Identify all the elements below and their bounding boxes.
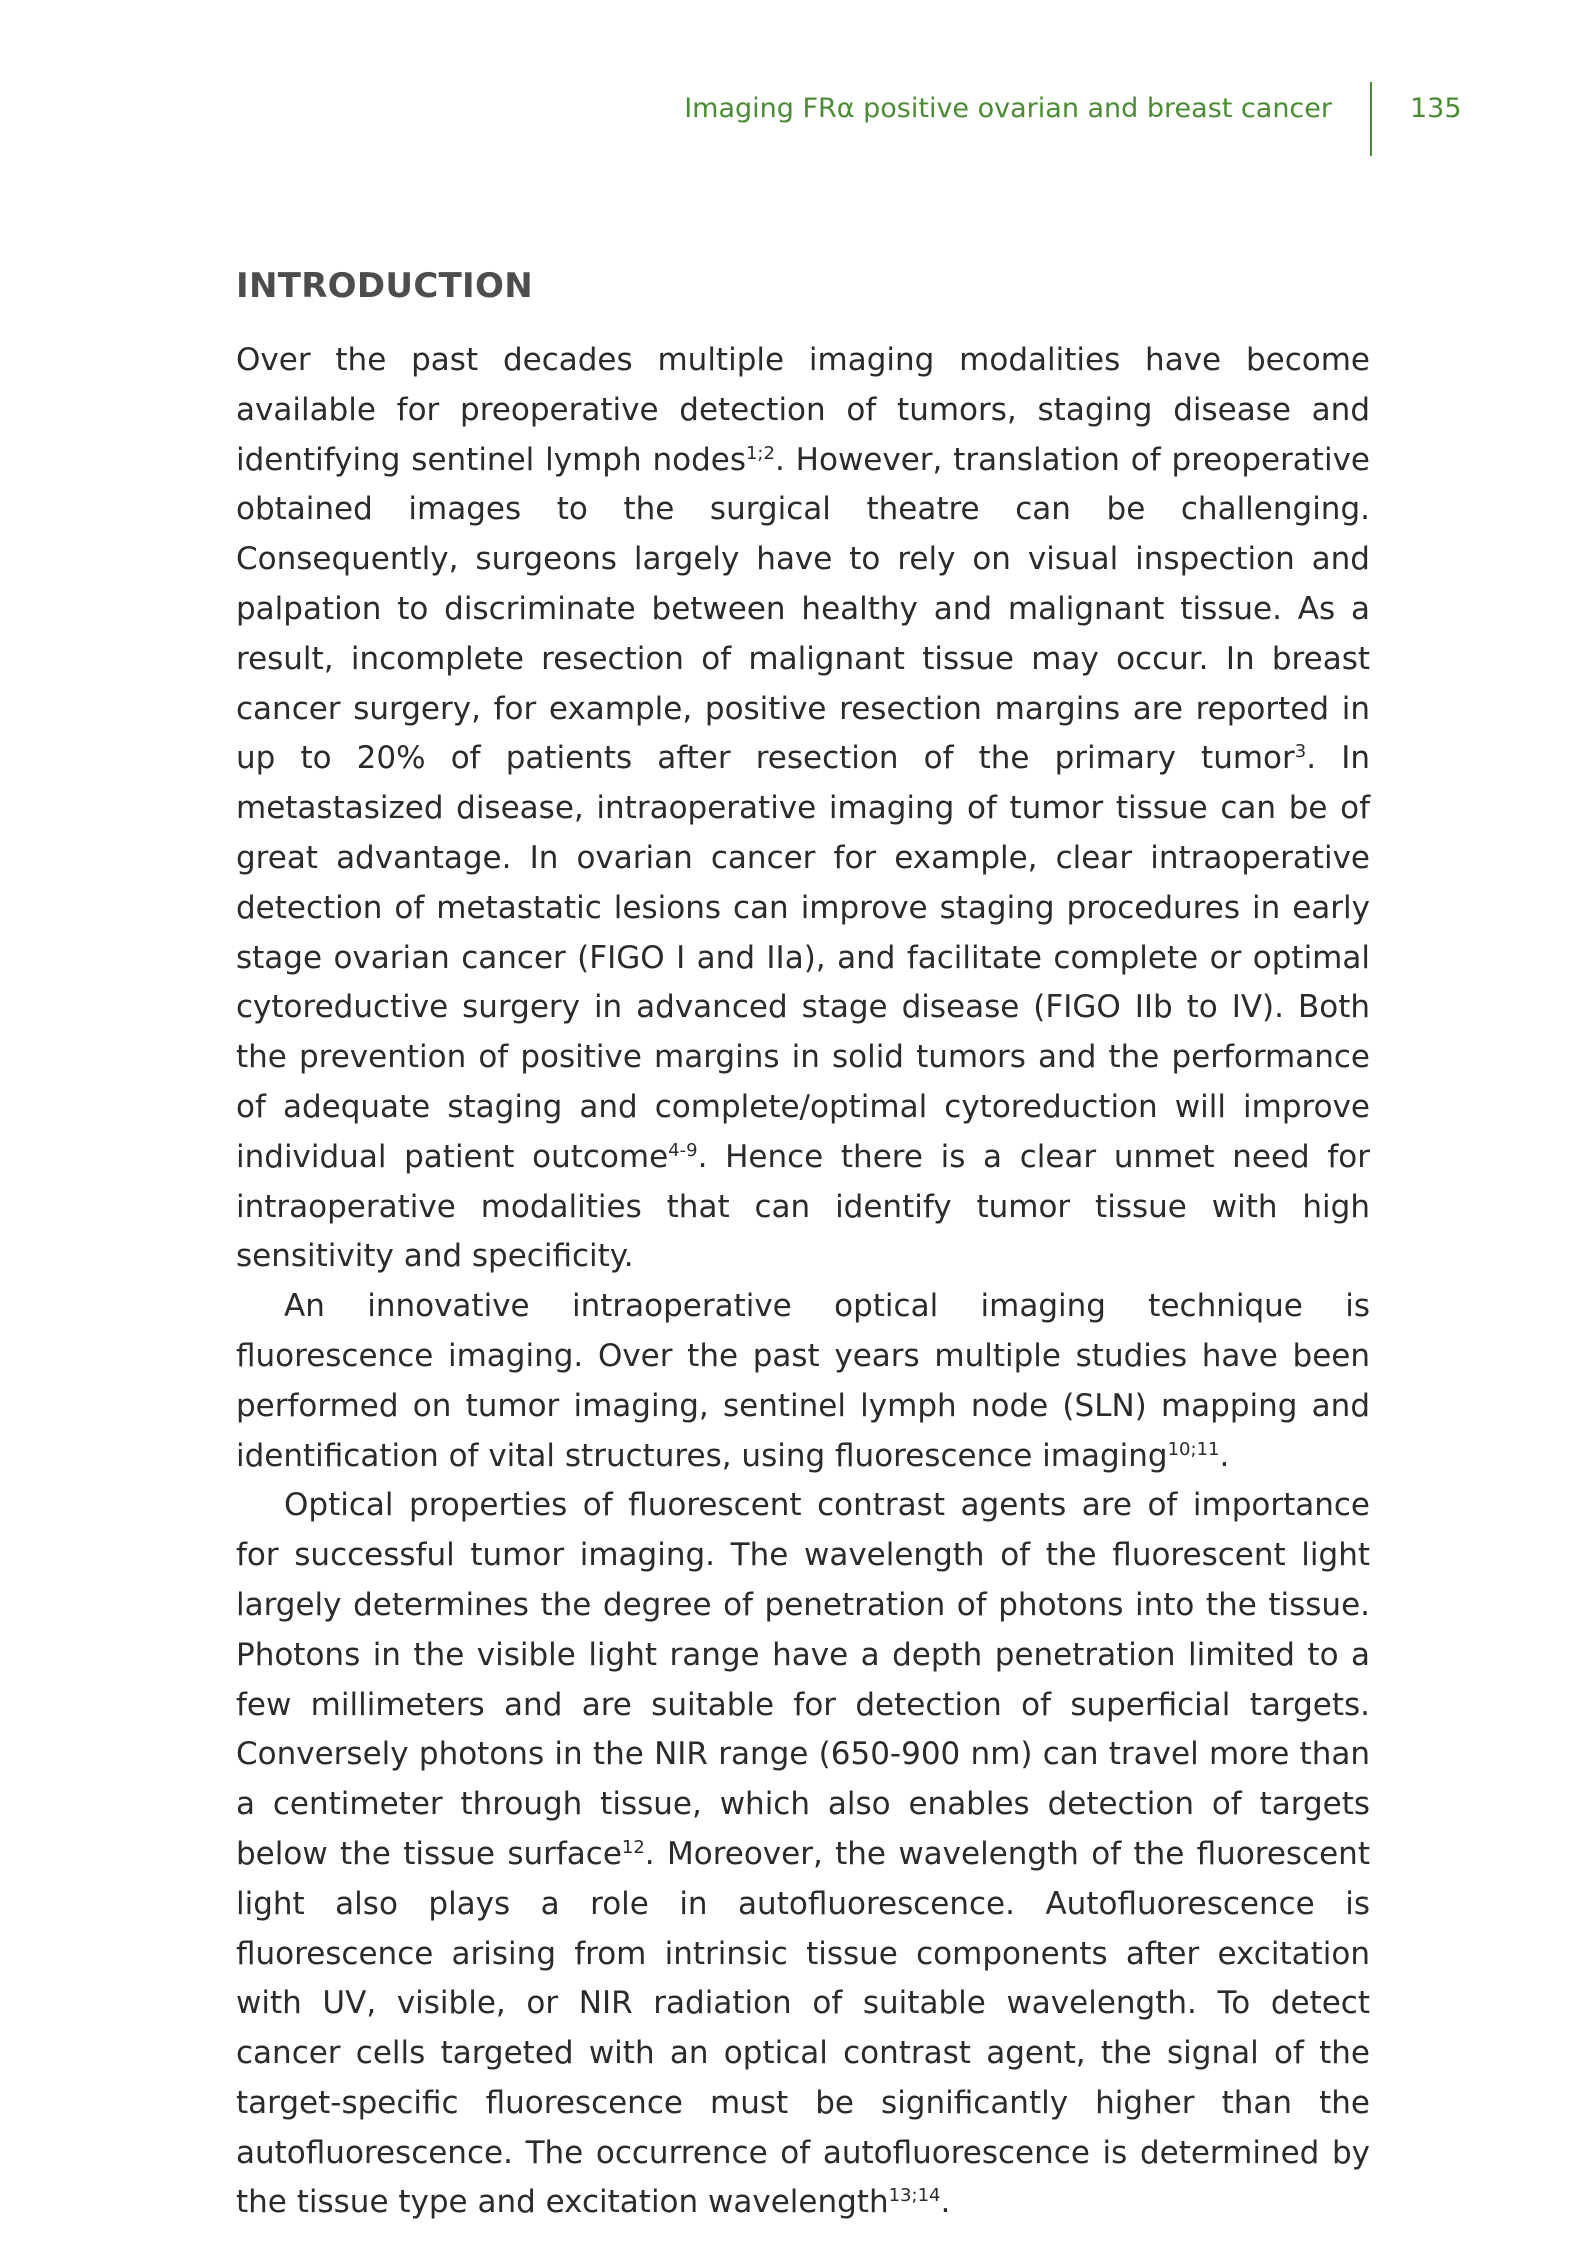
- citation-superscript: 3: [1294, 741, 1307, 763]
- paragraph-text: . However, translation of preoperative obtained images to the surgical theatre can be challenging. Consequently, surgeons largely have to rely on visual inspection and palpation to discriminate between healthy and malignant tissue. As a result, incomplete resection of malignant tissue may occur. In breast cancer surgery, for example, positive resection margins are reported in up to 20% of patients after resection of the primary tumor: [236, 441, 1370, 777]
- paragraph-text: Over the past decades multiple imaging modalities have become available for preoperative detection of tumors, staging disease and identifying sentinel lymph nodes: [236, 342, 1370, 478]
- page-number: 135: [1410, 93, 1462, 124]
- citation-superscript: 10;11: [1167, 1438, 1220, 1460]
- citation-superscript: 1;2: [745, 442, 775, 464]
- citation-superscript: 4-9: [668, 1139, 698, 1161]
- paragraph-3: [236, 1481, 1370, 2228]
- paragraph-text: . Hence there is a clear unmet need for intraoperative modalities that can identify tumor tissue with high sensitivity and specificity.: [236, 1138, 1370, 1275]
- header-divider: [1370, 82, 1372, 156]
- section-heading: INTRODUCTION: [236, 266, 533, 307]
- citation-superscript: 13;14: [888, 2185, 941, 2207]
- paragraph-text: . In metastasized disease, intraoperative imaging of tumor tissue can be of great advantage. In ovarian cancer for example, clear intraoperative detection of metastatic lesions can improve staging procedures in early stage ovarian cancer (FIGO I and IIa), and facilitate complete or optimal cytoreductive surgery in advanced stage disease (FIGO IIb to IV). Both the prevention of positive margins in solid tumors and the performance of adequate staging and complete/optimal cytoreduction will improve individual patient outcome: [236, 740, 1370, 1175]
- paragraph-1: [236, 336, 1370, 1282]
- citation-superscript: 12: [621, 1836, 645, 1858]
- running-title: Imaging FRα positive ovarian and breast cancer: [684, 93, 1332, 124]
- body-text: [236, 336, 1370, 2228]
- paragraph-text: Optical properties of fluorescent contrast agents are of importance for successful tumor imaging. The wavelength of the fluorescent light largely determines the degree of penetration of photons into the tissue. Photons in the visible light range have a depth penetration limited to a few millimeters and are suitable for detection of superficial targets. Conversely photons in the NIR range (650-900 nm) can travel more than a centimeter through tissue, which also enables detection of targets below the tissue surface: [236, 1487, 1370, 1872]
- paragraph-text: .: [940, 2184, 951, 2221]
- paragraph-text: An innovative intraoperative optical imaging technique is fluorescence imaging. Over the past years multiple studies have been performed on tumor imaging, sentinel lymph node (SLN) mapping and identification of vital structures, using fluorescence imaging: [236, 1288, 1370, 1474]
- paragraph-text: . Moreover, the wavelength of the fluorescent light also plays a role in autofluorescence. Autofluorescence is fluorescence arising from intrinsic tissue components after excitation with UV, visible, or NIR radiation of suitable wavelength. To detect cancer cells targeted with an optical contrast agent, the signal of the target-specific fluorescence must be significantly higher than the autofluorescence. The occurrence of autofluorescence is determined by the tissue type and excitation wavelength: [236, 1835, 1370, 2221]
- paragraph-text: .: [1219, 1437, 1230, 1474]
- paragraph-2: [236, 1282, 1370, 1481]
